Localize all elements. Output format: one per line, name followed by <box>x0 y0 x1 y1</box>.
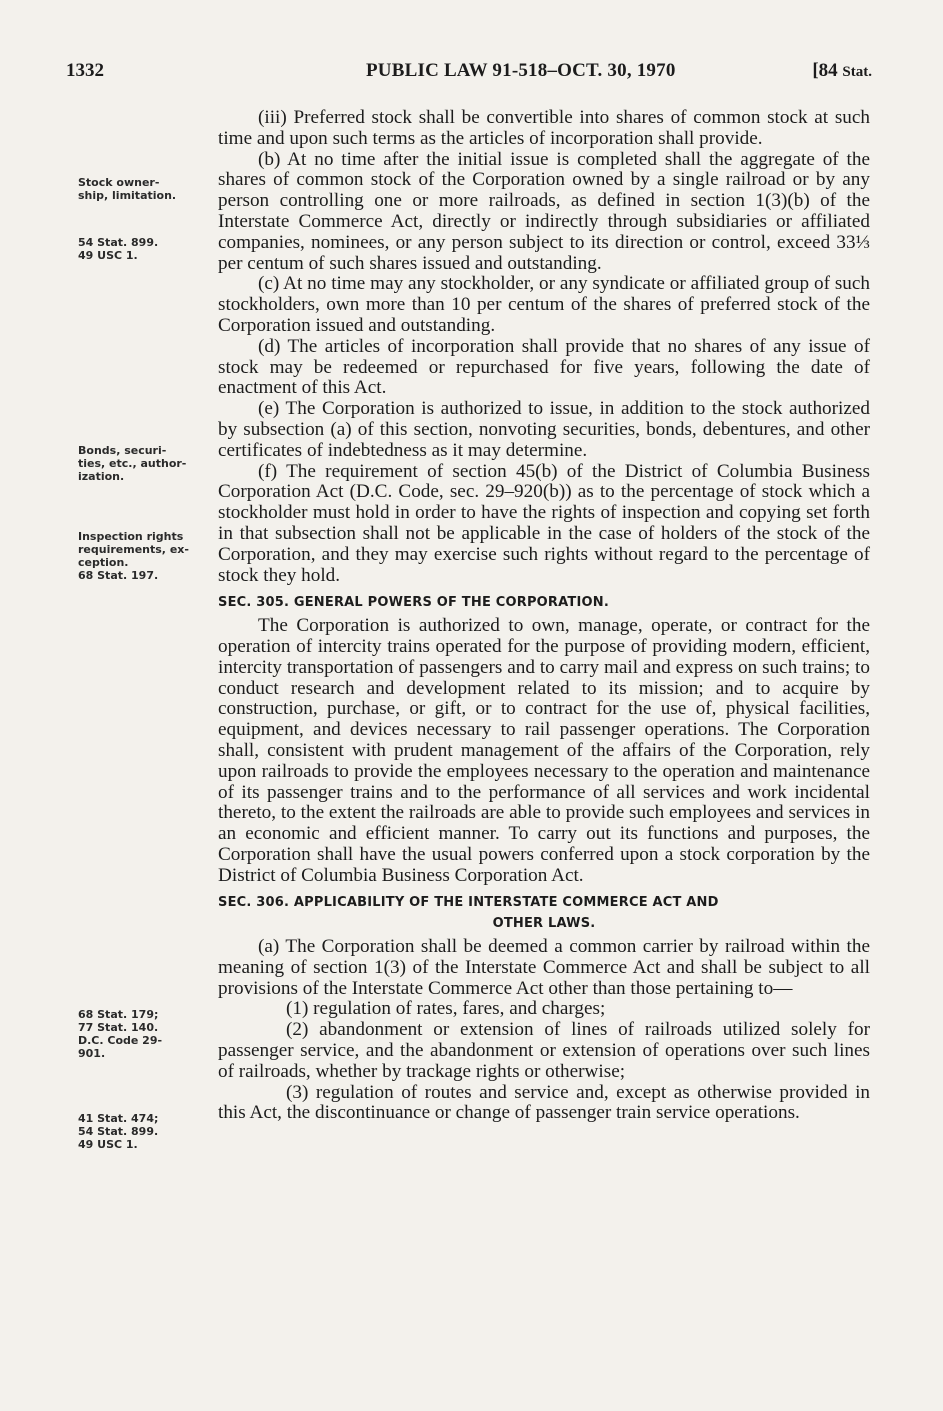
section-306-paragraph-a: (a) The Corporation shall be deemed a common carrier by railroad within the meaning of section 1(3) of the Interstate Commerce Act and shall be subject to all provisions of the Interstate Commerce Act other than those pertaining to— <box>218 936 870 999</box>
list-item-1: (1) regulation of rates, fares, and charges; <box>286 998 606 1020</box>
paragraph-b: (b) At no time after the initial issue is completed shall the aggregate of the shares of common stock of the Corporation owned by a single railroad or by any person controlling one or more railroads, as defined in section 1(3)(b) of the Interstate Commerce Act, directly or indirectly through subsidiaries or affiliated companies, nominees, or any person subject to its direction or control, exceed 33⅓ per centum of such shares issued and outstanding. <box>218 148 870 274</box>
paragraph-c: (c) At no time may any stockholder, or any syndicate or affiliated group of such stockholders, own more than 10 per centum of the shares of preferred stock of the Corporation issued and outstanding. <box>218 273 870 336</box>
margin-note-inspection-rights: Inspection rights requirements, ex- ception. 68 Stat. 197. <box>78 530 189 582</box>
paragraph-d: (d) The articles of incorporation shall provide that no shares of any issue of stock may be redeemed or repurchased for five years, following the date of enactment of this Act. <box>218 335 870 399</box>
paragraph-f: (f) The requirement of section 45(b) of the District of Columbia Business Corporation Act (D.C. Code, sec. 29–920(b)) as to the percentage of stock which a stockholder must hold in order to have the rights of inspection and copying set forth in that subsection shall not be applicable in the case of holders of the stock of the Corporation, and they may exercise such rights without regard to the percentage of stock they hold. <box>218 460 870 586</box>
paragraph-iii: (iii) Preferred stock shall be convertible into shares of common stock at such time and upon such terms as the articles of incorporation shall provide. <box>218 107 870 149</box>
section-305-text: The Corporation is authorized to own, manage, operate, or contract for the operation of intercity trains operated for the purpose of providing modern, efficient, intercity transportation of passengers and to carry mail and express on such trains; to conduct research and development related to its mission; and to acquire by construction, purchase, or gift, or to contract for the use of, physical facilities, equipment, and devices necessary to rail passenger operations. The Corporation shall, consistent with prudent management of the affairs of the Corporation, rely upon railroads to provide the employees necessary to the operation and maintenance of its passenger trains and to the performance of all services and work incidental thereto, to the extent the railroads are able to provide such employees and services in an economic and efficient manner. To carry out its functions and purposes, the Corporation shall have the usual powers conferred upon a stock corporation by the District of Columbia Business Corporation Act. <box>218 615 870 886</box>
running-title: PUBLIC LAW 91-518–OCT. 30, 1970 <box>366 60 676 81</box>
section-305-heading: SEC. 305. GENERAL POWERS OF THE CORPORATION. <box>218 595 609 611</box>
list-item-2: (2) abandonment or extension of lines of railroads utilized solely for passenger service, and the abandonment or extension of operations over such lines of railroads, whether by trackage rights or otherwise; <box>218 1019 870 1082</box>
margin-note-citation-54-stat: 54 Stat. 899. 49 USC 1. <box>78 236 159 262</box>
list-item-3: (3) regulation of routes and service and, except as otherwise provided in this Act, the discontinuance or change of passenger train service operations. <box>218 1081 870 1124</box>
page-header <box>66 60 872 88</box>
section-306-heading: SEC. 306. APPLICABILITY OF THE INTERSTATE COMMERCE ACT AND OTHER LAWS. <box>218 895 719 932</box>
paragraph-e: (e) The Corporation is authorized to issue, in addition to the stock authorized by subsection (a) of this section, nonvoting securities, bonds, debentures, and other certificates of indebtedness as it may determine. <box>218 398 870 461</box>
margin-note-stock-ownership: Stock owner- ship, limitation. <box>78 176 177 202</box>
margin-note-citation-68-stat: 68 Stat. 179; 77 Stat. 140. D.C. Code 29- 901. <box>78 1008 163 1060</box>
margin-note-bonds: Bonds, securi- ties, etc., author- ization. <box>78 444 187 483</box>
page-number: 1332 <box>66 60 104 81</box>
statute-volume: [84 Stat. <box>812 60 872 81</box>
margin-note-citation-41-stat: 41 Stat. 474; 54 Stat. 899. 49 USC 1. <box>78 1112 159 1151</box>
statute-text <box>218 108 870 1124</box>
